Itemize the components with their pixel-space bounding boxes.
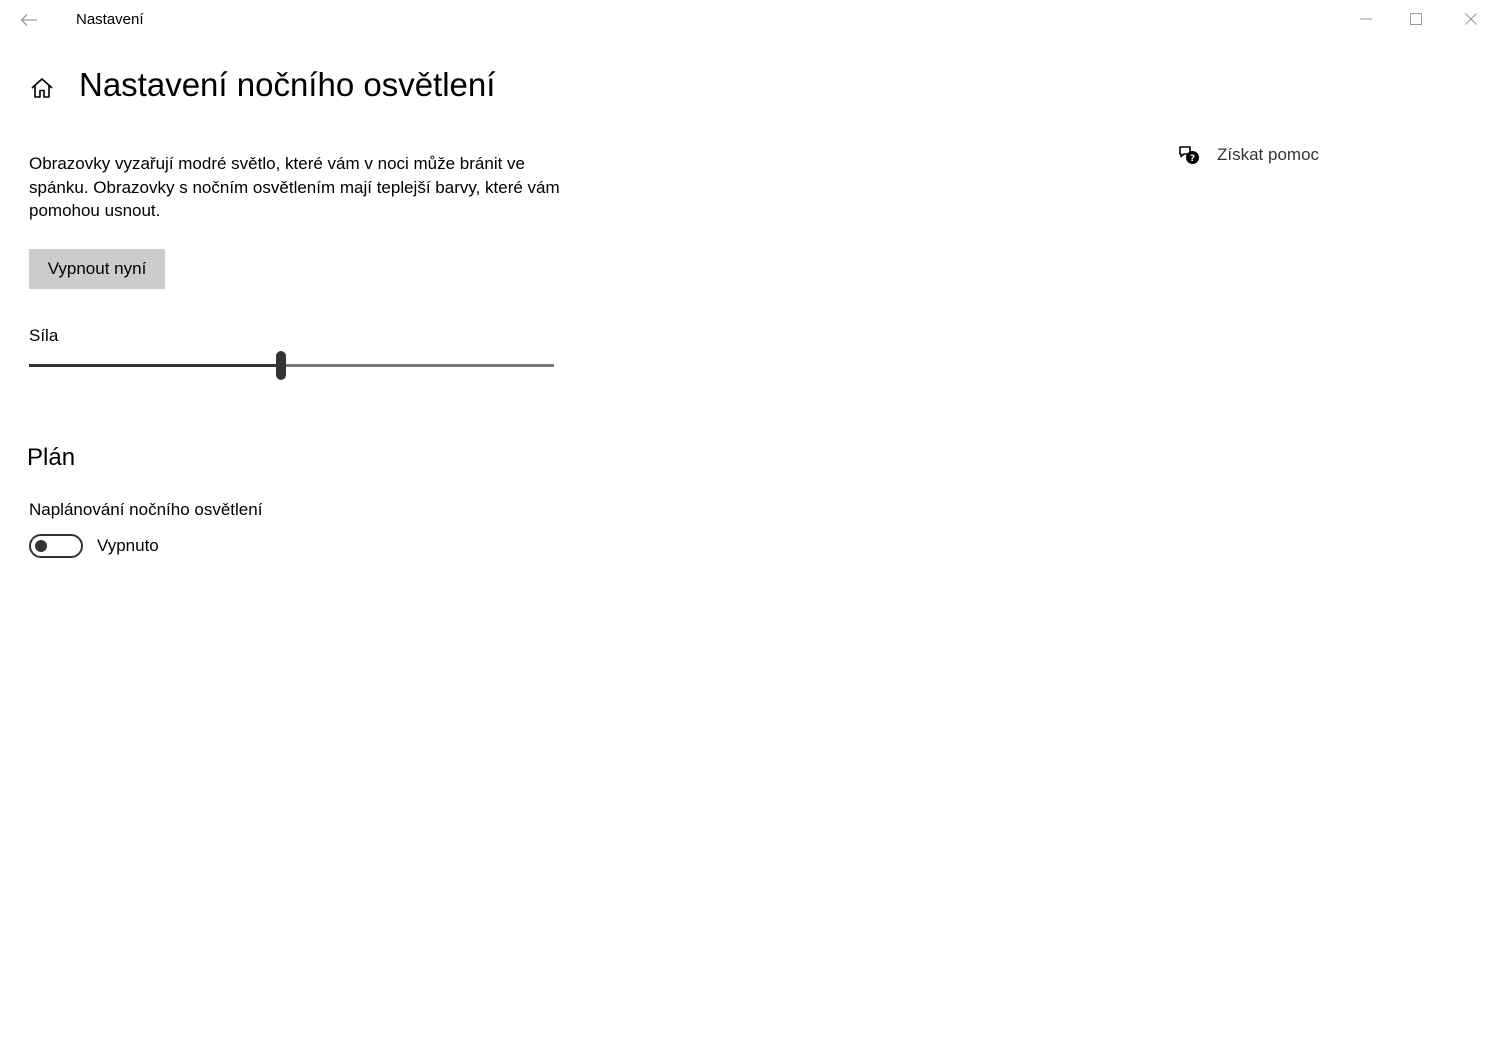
svg-text:?: ? [1189,154,1196,164]
toggle-state-text: Vypnuto [97,536,159,555]
slider-thumb[interactable] [276,351,286,380]
schedule-heading: Plán [27,444,76,471]
back-button[interactable] [12,6,46,34]
schedule-label: Naplánování nočního osvětlení [29,500,263,519]
title-bar [0,0,1500,40]
page-description: Obrazovky vyzařují modré světlo, které vám v noci může bránit ve spánku. Obrazovky s nočním osvětlením mají teplejší barvy, které vám pomohou usnout. [29,154,560,220]
maximize-button[interactable] [1393,4,1439,34]
close-icon [1465,13,1477,25]
back-arrow-icon [20,13,38,27]
get-help-label: Získat pomoc [1217,145,1320,164]
page-title: Nastavení nočního osvětlení [79,66,496,103]
chat-help-icon [1176,142,1202,168]
turn-off-now-button[interactable]: Vypnout nyní [29,249,165,289]
close-button[interactable] [1448,4,1494,34]
strength-label: Síla [29,326,59,345]
home-button[interactable] [26,72,58,104]
strength-slider[interactable] [29,350,554,382]
get-help-link[interactable] [1176,140,1319,170]
minimize-icon [1360,13,1372,25]
slider-fill [29,364,281,367]
minimize-button[interactable] [1343,4,1389,34]
schedule-toggle[interactable] [29,534,83,558]
app-title: Nastavení [76,11,144,28]
toggle-knob [35,540,47,552]
home-icon [30,76,54,100]
maximize-icon [1410,13,1422,25]
